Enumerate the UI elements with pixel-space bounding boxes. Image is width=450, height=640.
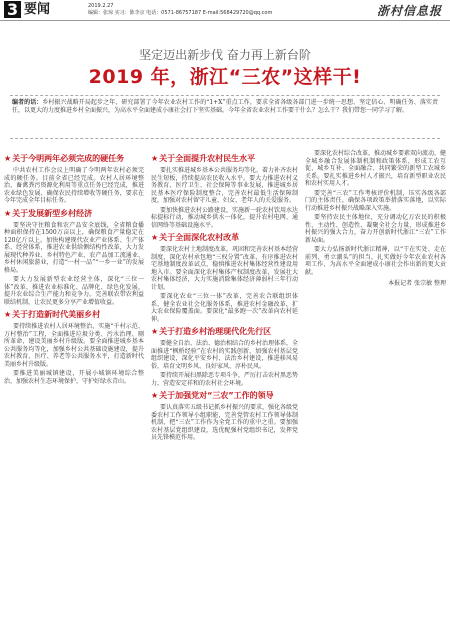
paragraph: 要完善“三农”工作考核评价机制，压实各级各部门的主体责任，确保各项政策举措落实落地，以实际行动推进乡村振兴战略深入实施。 [305,189,446,212]
editor-contact-line: 编辑：张琼 实习：陈李京 电话：0571-86757187 E-mail:568429720@qq.com [88,10,273,16]
section-heading: ★关于全面深化农村改革 [151,233,240,242]
headline-subtitle: 坚定迈出新步伐 奋力再上新台阶 [139,48,311,62]
main-headline: 2019 年，浙江“三农”这样干! [88,66,362,88]
paragraph: 要深化农村综合改革，推动城乡要素双向流动，健全城乡融合发展体制机制和政策体系，形成工农互促、城乡互补、全面融合、共同繁荣的新型工农城乡关系。要扎实推进乡村人才振兴，培育新型职业农民和农村实用人才。 [305,150,447,187]
paragraph: 要大力弘扬新时代浙江精神，以“干在实处、走在前列、勇立潮头”的担当，扎实做好今年农业农村各项工作，为高水平全面建成小康社会作出新的更大贡献。 [305,246,446,276]
section-name: 要闻 [24,2,51,17]
lead-bottom-divider [10,138,440,139]
paragraph: 要深化农业“三位一体”改革，完善农合联组织体系，健全农业社会化服务体系，推进农村金融改革，扩大农业保险覆盖面。要深化“最多跑一次”改革向农村延伸。 [151,293,298,323]
newspaper-masthead: 浙村信息报 [376,4,442,18]
column-1 [4,150,144,387]
paragraph: 要坚持农民主体地位，充分调动亿万农民的积极性、主动性、创造性，凝聚全社会力量，形成推进乡村振兴的强大合力，奋力开创新时代浙江“三农”工作新局面。 [305,214,446,244]
editor-note-label: 编者的话： [12,99,43,106]
paragraph: 要扎实推进城乡基本公共服务均等化，着力补齐农村民生短板，持续提高农民收入水平。要大力推进农村义务教育、医疗卫生、社会保障等事业发展，推进城乡居民基本医疗保险制度整合，完善农村最低生活保障制度，加强对农村留守儿童、妇女、老年人的关爱服务。 [151,167,299,204]
paragraph: 要坚决守住粮食和农产品安全底线，全省粮食播种面积保持在1500万亩以上，确保粮食产量稳定在120亿斤以上。加快构建现代农业产业体系、生产体系、经营体系，推进农业供给侧结构性改革，大力发展现代种养业、乡村特色产业、农产品加工流通业、乡村休闲旅游业，打造“一村一品”“一乡一业”的发展格局。 [4,221,144,274]
paragraph: 要大力发展新型农业经营主体，深化“三位一体”改革，推进农业标准化、品牌化、绿色化发展，提升农业综合生产能力和竞争力。完善联农带农利益联结机制，让农民更多分享产业增值收益。 [4,276,144,306]
paragraph: 要加快推进农村公路建设，实施新一轮农村饮用水达标提标行动，推动城乡供水一体化，提升农村电网、通信网络等基础设施水平。 [151,206,299,229]
column-3 [305,150,446,287]
editor-note-text: 乡村振兴战略开局起步之年，研究部署了今年农业农村工作的“1+X”重点工作，要求全省各级各部门进一步统一思想、坚定信心、明确任务、落实责任，以更大的力度推进乡村全面振兴，为高水平全面建成小康社会打下坚实基础。今年全省农业农村工作要干什么？怎么干？我们带您一同学习了解。 [12,99,438,114]
section-heading: ★关于打造乡村治理现代化先行区 [151,327,272,336]
column-2 [151,150,298,444]
page-number: 3 [4,1,21,18]
editor-note [12,99,438,115]
paragraph: 要持续推进农村人居环境整治，实施“千村示范、万村整治”工程，全面推进垃圾分类、污水治理、厕所革命，建设美丽乡村升级版。要全面推进城乡基本公共服务均等化，加强乡村公共基础设施建设，提升农村教育、医疗、养老等公共服务水平，打造新时代美丽乡村升级版。 [4,323,144,368]
paragraph: 要持续开展扫黑除恶专项斗争，严厉打击农村黑恶势力，营造安定祥和的农村社会环境。 [151,372,299,387]
paragraph: 要认真落实五级书记抓乡村振兴的要求，强化各级党委农村工作领导小组职能，完善党管农村工作领导体制机制，把“三农”工作作为全党工作的重中之重。要加强农村基层党组织建设，选优配强村党组织书记，发挥党员先锋模范作用。 [151,404,299,441]
paragraph: 要健全自治、法治、德治相结合的乡村治理体系，全面推进“枫桥经验”在农村的实践创新，加强农村基层党组织建设，深化平安乡村、法治乡村建设，推进移风易俗，培育文明乡风、良好家风、淳朴民风。 [151,340,299,370]
byline: 本报记者 张宗敏 整理 [388,280,446,287]
section-heading: ★关于打造新时代美丽乡村 [4,310,101,319]
lead-top-divider [10,95,440,96]
paragraph: 要深化农村土地制度改革，巩固和完善农村基本经营制度，深化农村承包地“三权分置”改革，有序推进农村宅基地制度改革试点，稳慎推进农村集体经营性建设用地入市。要全面深化农村集体产权制度改革，发展壮大农村集体经济，大力实施消除集体经济薄弱村三年行动计划。 [151,246,299,291]
paragraph: 中共农村工作会议上明确了今明两年农村必须完成的硬任务。目前全省已经完成。农村人居环境整治，畜禽粪污资源化利用等重点任务已经完成，推进农业绿色发展、确保农民持续增收等硬任务，要求在今年完成全年目标任务。 [4,167,144,204]
page-header [0,0,450,21]
section-heading: ★关于发展新型乡村经济 [4,208,93,218]
paragraph: 要推进美丽城镇建设，开展小城镇环境综合整治，加强农村生态环境保护，守护好绿水青山。 [4,370,144,385]
section-heading: ★关于加强党对“三农”工作的领导 [151,391,274,400]
section-heading: ★关于全面提升农村民生水平 [151,154,256,163]
issue-date: 2019.2.27 [88,3,114,9]
section-heading: ★关于今明两年必须完成的硬任务 [4,154,125,163]
